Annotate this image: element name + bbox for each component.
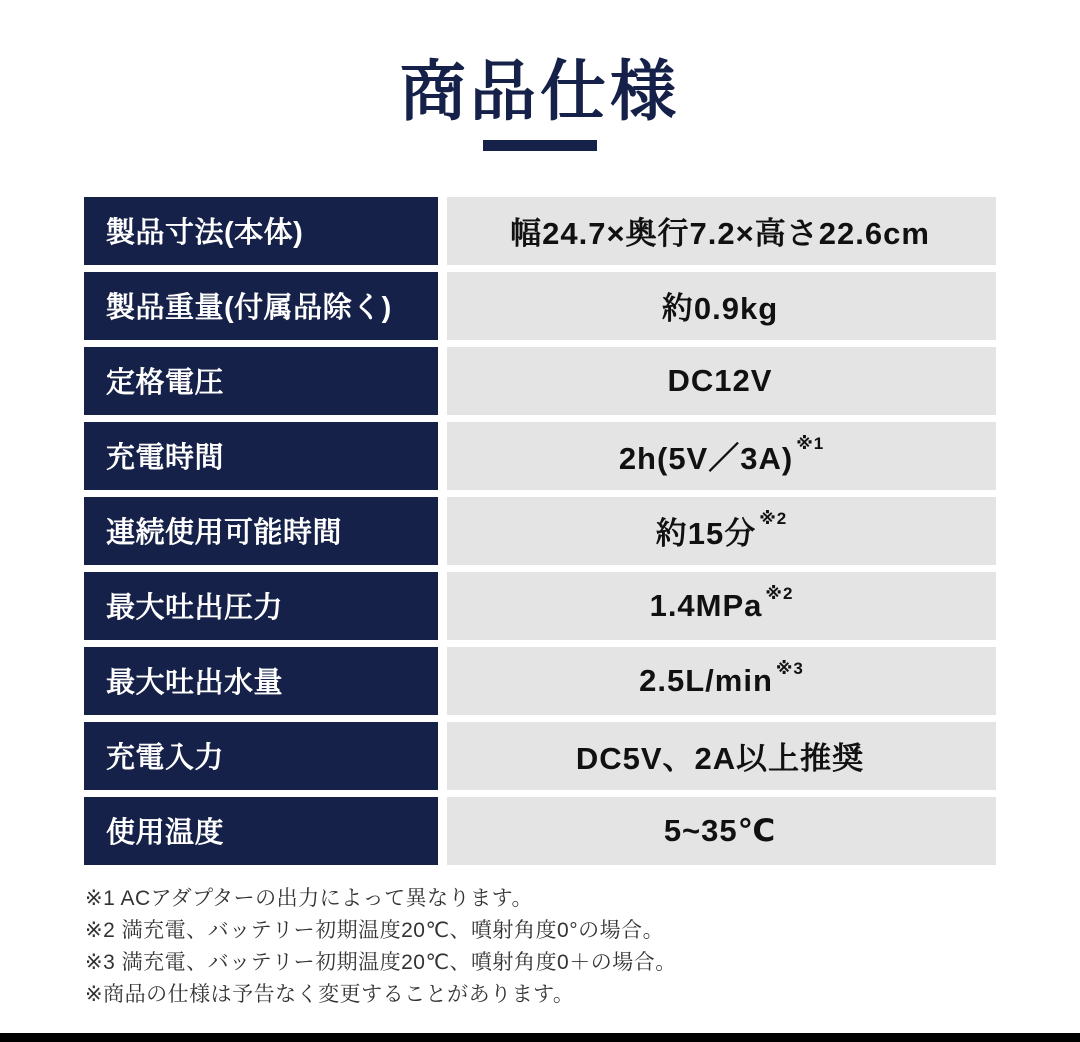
spec-label-dimensions: 製品寸法(本体): [84, 197, 438, 265]
spec-label-max-flow: 最大吐出水量: [84, 647, 438, 715]
spec-value-text: DC5V、2A以上推奨: [575, 741, 865, 777]
spec-value-charge-time: 2h(5V／3A) $^{※1}$: [447, 422, 996, 490]
spec-value-weight: [447, 272, 996, 340]
spec-value-text: 幅24.7×奥行7.2×高さ22.6cm: [510, 216, 930, 252]
footnote-line-1: ※1 ACアダプターの出力によって異なります。: [85, 886, 534, 910]
footnote-line-3: ※3 満充電、バッテリー初期温度20℃、噴射角度0＋の場合。: [85, 950, 677, 974]
spec-value-max-flow: 2.5L/min $^{※3}$: [447, 647, 996, 715]
spec-label-max-pressure: 最大吐出圧力: [84, 572, 438, 640]
page-title: 商品仕様: [400, 54, 680, 128]
spec-table: [84, 197, 996, 865]
table-row: [84, 572, 996, 640]
spec-value-rated-voltage: [447, 347, 996, 415]
spec-label-charge-input: 充電入力: [84, 722, 438, 790]
table-row: [84, 722, 996, 790]
spec-value-text: 2.5L/min: [639, 662, 773, 698]
spec-value-text: 約15分: [655, 516, 757, 552]
table-row: [84, 272, 996, 340]
bottom-border-bar: [0, 1033, 1080, 1042]
spec-value-continuous-use: 約15分 $^{※2}$: [447, 497, 996, 565]
spec-value-text: 約0.9kg: [661, 291, 779, 327]
spec-label-weight: 製品重量(付属品除く): [84, 272, 438, 340]
footnotes: [85, 883, 1080, 1011]
spec-value-dimensions: [447, 197, 996, 265]
title-underline: [483, 140, 597, 151]
spec-label-continuous-use: 連続使用可能時間: [84, 497, 438, 565]
spec-label-rated-voltage: 定格電圧: [84, 347, 438, 415]
spec-value-charge-input: [447, 722, 996, 790]
table-row: [84, 347, 996, 415]
spec-label-operating-temp: 使用温度: [84, 797, 438, 865]
table-row: [84, 497, 996, 565]
spec-value-text: 2h(5V／3A): [618, 441, 794, 477]
footnote-line-4: ※商品の仕様は予告なく変更することがあります。: [85, 982, 575, 1006]
spec-value-text: 5~35℃: [663, 812, 777, 848]
table-row: [84, 422, 996, 490]
spec-label-charge-time: 充電時間: [84, 422, 438, 490]
spec-value-max-pressure: 1.4MPa $^{※2}$: [447, 572, 996, 640]
table-row: [84, 797, 996, 865]
spec-value-text: DC12V: [667, 362, 773, 398]
table-row: [84, 197, 996, 265]
spec-value-text: 1.4MPa: [649, 587, 763, 623]
footnote-line-2: ※2 満充電、バッテリー初期温度20℃、噴射角度0°の場合。: [85, 918, 665, 942]
spec-value-operating-temp: [447, 797, 996, 865]
table-row: [84, 647, 996, 715]
